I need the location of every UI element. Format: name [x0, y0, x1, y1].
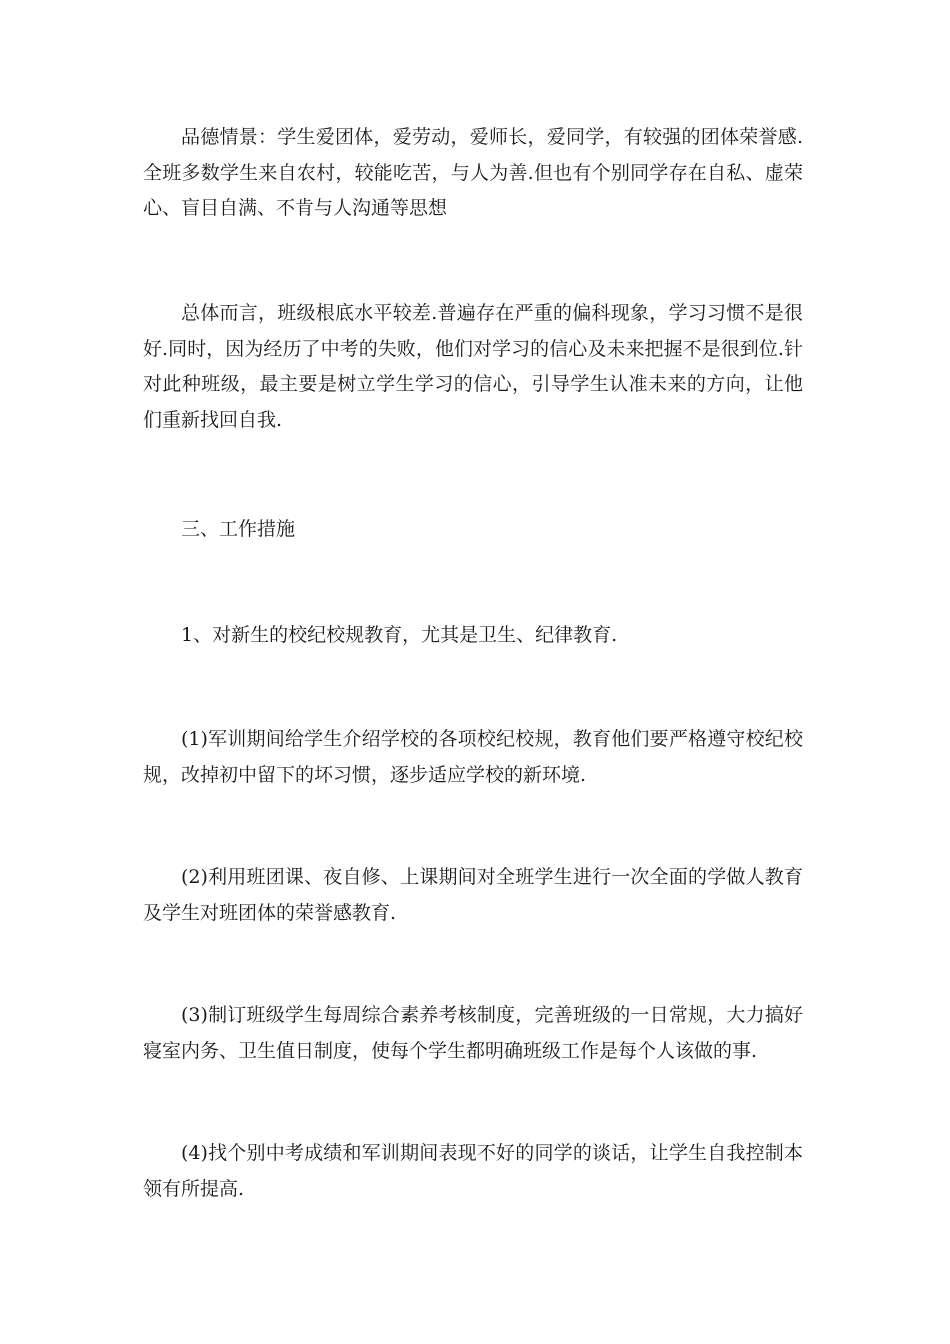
paragraph-moral-situation: 品德情景：学生爱团体，爱劳动，爱师长，爱同学，有较强的团体荣誉感.全班多数学生来自农村，较能吃苦，与人为善.但也有个别同学存在自私、虚荣心、盲目自满、不肯与人沟通等思想 [143, 126, 803, 219]
paragraph-subitem-3: (3)制订班级学生每周综合素养考核制度，完善班级的一日常规，大力搞好寝室内务、卫生值日制度，使每个学生都明确班级工作是每个人该做的事. [143, 1004, 803, 1062]
paragraph-item-1: 1、对新生的校纪校规教育，尤其是卫生、纪律教育. [181, 624, 618, 646]
paragraph-overall-assessment: 总体而言，班级根底水平较差.普遍存在严重的偏科现象，学习习惯不是很好.同时，因为经历了中考的失败，他们对学习的信心及未来把握不是很到位.针对此种班级，最主要是树立学生学习的信心，引导学生认准未来的方向，让他们重新找回自我. [143, 302, 803, 431]
section-heading-work-measures: 三、工作措施 [181, 518, 296, 540]
paragraph-subitem-2: (2)利用班团课、夜自修、上课期间对全班学生进行一次全面的学做人教育及学生对班团体的荣誉感教育. [143, 866, 803, 924]
paragraph-subitem-4: (4)找个别中考成绩和军训期间表现不好的同学的谈话，让学生自我控制本领有所提高. [143, 1142, 803, 1200]
paragraph-subitem-1: (1)军训期间给学生介绍学校的各项校纪校规，教育他们要严格遵守校纪校规，改掉初中留下的坏习惯，逐步适应学校的新环境. [143, 728, 803, 786]
